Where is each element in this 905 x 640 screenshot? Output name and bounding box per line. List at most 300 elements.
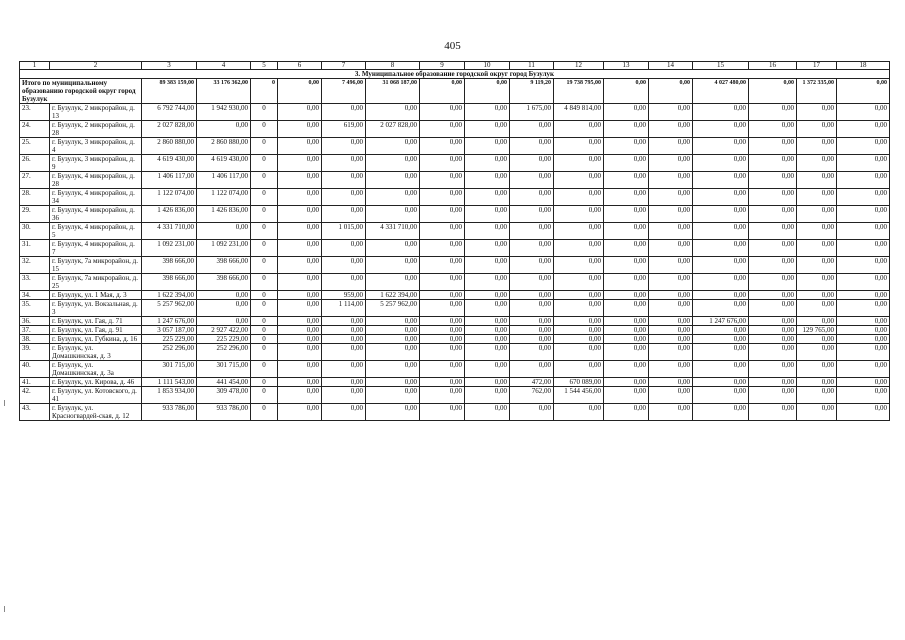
table-cell: 0,00: [604, 378, 649, 387]
housing-data-table: [19, 61, 890, 421]
table-cell: 0,00: [749, 223, 797, 240]
row-number: 27.: [20, 172, 50, 189]
table-cell: 0,00: [693, 257, 749, 274]
table-cell: 0,00: [322, 274, 366, 291]
section-header-row: [20, 70, 890, 79]
table-cell: 0,00: [420, 138, 465, 155]
table-cell: 0,00: [749, 104, 797, 121]
scan-mark: [4, 606, 5, 612]
table-cell: 0,00: [837, 317, 890, 326]
row-number: 32.: [20, 257, 50, 274]
address-cell: г. Бузулук, 3 микрорайон, д. 9: [50, 155, 142, 172]
table-cell: 933 786,00: [142, 404, 197, 421]
table-cell: 0,00: [649, 326, 693, 335]
table-cell: 0,00: [465, 240, 510, 257]
table-cell: 0: [251, 404, 278, 421]
table-cell: 0,00: [693, 300, 749, 317]
table-row: [20, 223, 890, 240]
table-cell: 670 089,00: [554, 378, 604, 387]
table-cell: 0,00: [420, 291, 465, 300]
table-cell: 0,00: [510, 240, 554, 257]
total-cell: 33 176 362,00: [197, 79, 251, 104]
table-cell: 472,00: [510, 378, 554, 387]
table-cell: 0,00: [693, 206, 749, 223]
table-cell: 0,00: [322, 155, 366, 172]
total-cell: 7 496,00: [322, 79, 366, 104]
table-cell: 0,00: [420, 155, 465, 172]
table-cell: 0,00: [465, 291, 510, 300]
table-cell: 0,00: [693, 189, 749, 206]
table-cell: 0,00: [797, 206, 837, 223]
table-cell: 301 715,00: [142, 361, 197, 378]
total-cell: 31 068 187,00: [366, 79, 420, 104]
table-cell: 0,00: [465, 121, 510, 138]
table-cell: 252 296,00: [197, 344, 251, 361]
table-cell: 0,00: [554, 172, 604, 189]
column-number: 7: [322, 62, 366, 70]
table-row: [20, 326, 890, 335]
table-cell: 0,00: [465, 257, 510, 274]
table-cell: 0,00: [837, 378, 890, 387]
table-cell: 0,00: [837, 240, 890, 257]
table-cell: 0,00: [837, 326, 890, 335]
table-cell: 129 765,00: [797, 326, 837, 335]
table-cell: 0: [251, 240, 278, 257]
table-cell: 0,00: [604, 361, 649, 378]
row-number: 24.: [20, 121, 50, 138]
table-cell: 0,00: [510, 344, 554, 361]
table-cell: 0,00: [510, 335, 554, 344]
total-row: [20, 79, 890, 104]
row-number: 33.: [20, 274, 50, 291]
table-cell: 0,00: [797, 335, 837, 344]
table-cell: 0,00: [649, 206, 693, 223]
table-cell: 0,00: [366, 189, 420, 206]
table-cell: 3 057 187,00: [142, 326, 197, 335]
table-row: [20, 189, 890, 206]
table-cell: 0,00: [278, 172, 322, 189]
table-cell: 0,00: [693, 138, 749, 155]
address-cell: г. Бузулук, 4 микрорайон, д. 5: [50, 223, 142, 240]
total-cell: 0,00: [837, 79, 890, 104]
table-cell: 0,00: [465, 387, 510, 404]
table-cell: 0,00: [465, 206, 510, 223]
table-cell: 0,00: [749, 378, 797, 387]
row-number: 29.: [20, 206, 50, 223]
table-cell: 0,00: [278, 326, 322, 335]
table-row: [20, 387, 890, 404]
table-cell: 0: [251, 138, 278, 155]
table-cell: 0,00: [649, 104, 693, 121]
table-cell: 0,00: [693, 240, 749, 257]
table-cell: 0,00: [322, 404, 366, 421]
table-cell: 0,00: [837, 138, 890, 155]
table-cell: 0,00: [366, 257, 420, 274]
table-cell: 0,00: [749, 121, 797, 138]
table-cell: 0,00: [322, 326, 366, 335]
table-cell: 0,00: [554, 344, 604, 361]
table-cell: 0,00: [366, 361, 420, 378]
table-cell: 0,00: [604, 344, 649, 361]
table-cell: 0,00: [322, 189, 366, 206]
table-cell: 0,00: [749, 138, 797, 155]
table-cell: 0,00: [797, 257, 837, 274]
table-cell: 0,00: [366, 378, 420, 387]
table-cell: 1 122 074,00: [142, 189, 197, 206]
table-cell: 0,00: [797, 240, 837, 257]
table-cell: 1 015,00: [322, 223, 366, 240]
table-cell: 0,00: [797, 300, 837, 317]
table-cell: 0: [251, 223, 278, 240]
table-cell: 0,00: [797, 189, 837, 206]
table-cell: 0,00: [837, 172, 890, 189]
table-cell: 0: [251, 104, 278, 121]
table-cell: 4 331 710,00: [142, 223, 197, 240]
table-cell: 398 666,00: [142, 257, 197, 274]
table-cell: 0,00: [693, 155, 749, 172]
table-cell: 0,00: [797, 291, 837, 300]
total-cell: 0,00: [749, 79, 797, 104]
table-row: [20, 317, 890, 326]
table-cell: 0,00: [322, 378, 366, 387]
table-row: [20, 104, 890, 121]
table-cell: 0,00: [604, 104, 649, 121]
table-cell: 0,00: [837, 387, 890, 404]
column-number: 8: [366, 62, 420, 70]
total-cell: 0,00: [278, 79, 322, 104]
table-cell: 0,00: [420, 361, 465, 378]
table-cell: 1 426 836,00: [142, 206, 197, 223]
table-cell: 0,00: [604, 274, 649, 291]
table-cell: 0,00: [604, 335, 649, 344]
table-cell: 0,00: [797, 274, 837, 291]
table-cell: 0,00: [322, 104, 366, 121]
table-cell: 0,00: [366, 335, 420, 344]
total-cell: 0,00: [649, 79, 693, 104]
table-cell: 0,00: [420, 121, 465, 138]
table-cell: 0,00: [749, 317, 797, 326]
table-cell: 0: [251, 274, 278, 291]
table-cell: 0,00: [749, 189, 797, 206]
table-cell: 0,00: [837, 121, 890, 138]
address-cell: г. Бузулук, 3 микрорайон, д. 4: [50, 138, 142, 155]
row-number: 38.: [20, 335, 50, 344]
table-cell: 0,00: [837, 104, 890, 121]
table-cell: 0,00: [649, 317, 693, 326]
table-cell: 0,00: [604, 240, 649, 257]
table-cell: 4 849 814,00: [554, 104, 604, 121]
table-cell: 0,00: [604, 206, 649, 223]
table-cell: 0: [251, 189, 278, 206]
table-cell: 0: [251, 155, 278, 172]
table-cell: 0: [251, 257, 278, 274]
table-cell: 0,00: [465, 344, 510, 361]
table-cell: 0,00: [510, 189, 554, 206]
table-cell: 0,00: [604, 257, 649, 274]
table-cell: 1 622 394,00: [366, 291, 420, 300]
table-cell: 0,00: [649, 240, 693, 257]
table-cell: 252 296,00: [142, 344, 197, 361]
table-cell: 0,00: [749, 257, 797, 274]
table-cell: 0,00: [278, 223, 322, 240]
table-cell: 0,00: [278, 121, 322, 138]
table-cell: 0,00: [554, 300, 604, 317]
table-cell: 0,00: [749, 240, 797, 257]
address-cell: г. Бузулук, ул. Кирова, д. 46: [50, 378, 142, 387]
table-cell: 0,00: [322, 335, 366, 344]
table-cell: 0,00: [510, 138, 554, 155]
table-cell: 0,00: [749, 335, 797, 344]
table-cell: 0,00: [465, 300, 510, 317]
table-cell: 0,00: [278, 206, 322, 223]
table-cell: 0,00: [749, 206, 797, 223]
column-number: 4: [197, 62, 251, 70]
table-cell: 0,00: [278, 344, 322, 361]
table-cell: 6 792 744,00: [142, 104, 197, 121]
table-cell: 1 622 394,00: [142, 291, 197, 300]
table-cell: 0: [251, 344, 278, 361]
table-cell: 0,00: [604, 291, 649, 300]
row-number: 26.: [20, 155, 50, 172]
table-cell: 225 229,00: [142, 335, 197, 344]
table-cell: 0,00: [749, 344, 797, 361]
table-cell: 0,00: [278, 104, 322, 121]
table-cell: 0,00: [604, 155, 649, 172]
table-cell: 1 114,00: [322, 300, 366, 317]
row-number: 36.: [20, 317, 50, 326]
table-cell: 5 257 962,00: [366, 300, 420, 317]
table-cell: 0,00: [649, 387, 693, 404]
table-cell: 0,00: [366, 104, 420, 121]
table-row: [20, 300, 890, 317]
row-number: 30.: [20, 223, 50, 240]
table-cell: 398 666,00: [197, 274, 251, 291]
table-cell: 0,00: [693, 387, 749, 404]
table-cell: 0,00: [465, 104, 510, 121]
table-cell: 0,00: [420, 335, 465, 344]
table-cell: 0,00: [278, 155, 322, 172]
table-cell: 0,00: [837, 291, 890, 300]
table-cell: 0,00: [322, 172, 366, 189]
table-cell: 0,00: [749, 326, 797, 335]
table-cell: 0,00: [837, 155, 890, 172]
table-cell: 0,00: [420, 404, 465, 421]
table-cell: 2 027 828,00: [366, 121, 420, 138]
address-cell: г. Бузулук, ул. Гая, д. 71: [50, 317, 142, 326]
total-cell: 0,00: [604, 79, 649, 104]
address-cell: г. Бузулук, ул. Домашкинская, д. 3: [50, 344, 142, 361]
table-cell: 2 027 828,00: [142, 121, 197, 138]
table-cell: 0,00: [797, 361, 837, 378]
address-cell: г. Бузулук, 4 микрорайон, д. 34: [50, 189, 142, 206]
table-cell: 0: [251, 335, 278, 344]
table-cell: 0,00: [322, 361, 366, 378]
total-cell: 89 383 159,00: [142, 79, 197, 104]
row-number: 43.: [20, 404, 50, 421]
total-cell: 0,00: [420, 79, 465, 104]
table-row: [20, 240, 890, 257]
table-cell: 0,00: [420, 189, 465, 206]
table-cell: 0,00: [837, 344, 890, 361]
table-cell: 0,00: [604, 189, 649, 206]
table-cell: 0,00: [749, 172, 797, 189]
table-cell: 0,00: [420, 317, 465, 326]
table-row: [20, 121, 890, 138]
table-cell: 0,00: [649, 189, 693, 206]
table-cell: 0,00: [366, 155, 420, 172]
table-cell: 0,00: [554, 240, 604, 257]
table-cell: 0,00: [554, 121, 604, 138]
table-cell: 0,00: [278, 335, 322, 344]
table-cell: 0: [251, 206, 278, 223]
table-cell: 0,00: [465, 274, 510, 291]
table-cell: 0,00: [420, 104, 465, 121]
table-cell: 0,00: [366, 326, 420, 335]
table-cell: 0,00: [749, 274, 797, 291]
table-cell: 0,00: [510, 404, 554, 421]
table-cell: 0,00: [465, 404, 510, 421]
table-cell: 0,00: [278, 404, 322, 421]
table-cell: 0,00: [693, 344, 749, 361]
table-cell: 0,00: [366, 404, 420, 421]
table-cell: 0,00: [604, 387, 649, 404]
table-cell: 0,00: [604, 300, 649, 317]
table-cell: 0,00: [554, 326, 604, 335]
table-cell: 0,00: [554, 317, 604, 326]
table-cell: 0: [251, 172, 278, 189]
column-number: 2: [50, 62, 142, 70]
row-number: 25.: [20, 138, 50, 155]
table-cell: 1 122 074,00: [197, 189, 251, 206]
table-cell: 0,00: [420, 223, 465, 240]
table-cell: 0,00: [604, 138, 649, 155]
address-cell: г. Бузулук, 2 микрорайон, д. 28: [50, 121, 142, 138]
column-number: 16: [749, 62, 797, 70]
table-cell: 0,00: [797, 387, 837, 404]
table-cell: 0,00: [278, 257, 322, 274]
table-cell: 0: [251, 300, 278, 317]
total-cell: 4 027 480,00: [693, 79, 749, 104]
table-cell: 0: [251, 326, 278, 335]
table-row: [20, 335, 890, 344]
table-cell: 0,00: [510, 172, 554, 189]
table-cell: 0,00: [554, 361, 604, 378]
table-cell: 0,00: [278, 387, 322, 404]
table-cell: 0,00: [604, 326, 649, 335]
table-cell: 0,00: [465, 317, 510, 326]
table-cell: 0,00: [465, 361, 510, 378]
table-cell: 0,00: [649, 344, 693, 361]
row-number: 39.: [20, 344, 50, 361]
table-cell: 0,00: [554, 206, 604, 223]
table-cell: 0,00: [420, 326, 465, 335]
table-cell: 0,00: [366, 317, 420, 326]
table-cell: 0,00: [649, 274, 693, 291]
row-number: 35.: [20, 300, 50, 317]
table-cell: 0,00: [749, 291, 797, 300]
table-cell: 0,00: [749, 361, 797, 378]
table-cell: 0,00: [649, 404, 693, 421]
table-row: [20, 155, 890, 172]
table-cell: 0,00: [649, 138, 693, 155]
table-cell: 0,00: [649, 300, 693, 317]
table-cell: 0,00: [420, 378, 465, 387]
table-cell: 0,00: [749, 155, 797, 172]
table-cell: 0,00: [837, 206, 890, 223]
table-cell: 0,00: [465, 223, 510, 240]
total-cell: 9 119,20: [510, 79, 554, 104]
table-cell: 0,00: [554, 274, 604, 291]
address-cell: г. Бузулук, ул. Губкина, д. 16: [50, 335, 142, 344]
table-cell: 1 942 930,00: [197, 104, 251, 121]
row-number: 28.: [20, 189, 50, 206]
table-cell: 0,00: [797, 317, 837, 326]
table-cell: 0,00: [322, 387, 366, 404]
table-cell: 0,00: [797, 404, 837, 421]
table-cell: 933 786,00: [197, 404, 251, 421]
total-cell: 0,00: [465, 79, 510, 104]
table-cell: 0,00: [510, 317, 554, 326]
table-cell: 0,00: [649, 155, 693, 172]
table-cell: 0,00: [420, 387, 465, 404]
table-cell: 0,00: [797, 223, 837, 240]
address-cell: г. Бузулук, 7а микрорайон, д. 25: [50, 274, 142, 291]
table-cell: 0,00: [510, 326, 554, 335]
page-number: 405: [444, 40, 461, 52]
table-cell: 0,00: [465, 335, 510, 344]
table-cell: 0,00: [797, 344, 837, 361]
table-cell: 0,00: [322, 206, 366, 223]
table-cell: 762,00: [510, 387, 554, 404]
table-cell: 0,00: [465, 189, 510, 206]
total-cell: 0: [251, 79, 278, 104]
table-cell: 1 092 231,00: [197, 240, 251, 257]
table-row: [20, 257, 890, 274]
scan-mark: [4, 400, 5, 406]
table-row: [20, 344, 890, 361]
table-cell: 959,00: [322, 291, 366, 300]
column-number: 9: [420, 62, 465, 70]
address-cell: г. Бузулук, ул. Гая, д. 91: [50, 326, 142, 335]
column-number: 14: [649, 62, 693, 70]
table-cell: 1 111 543,00: [142, 378, 197, 387]
table-cell: 0,00: [197, 317, 251, 326]
table-row: [20, 404, 890, 421]
table-cell: 0,00: [649, 378, 693, 387]
table-cell: 0,00: [366, 206, 420, 223]
table-cell: 0,00: [797, 172, 837, 189]
table-cell: 398 666,00: [142, 274, 197, 291]
table-cell: 1 406 117,00: [142, 172, 197, 189]
table-cell: 0,00: [797, 121, 837, 138]
table-cell: 619,00: [322, 121, 366, 138]
table-cell: 1 247 676,00: [693, 317, 749, 326]
column-number: 5: [251, 62, 278, 70]
table-cell: 0,00: [693, 361, 749, 378]
table-cell: 0,00: [554, 291, 604, 300]
table-cell: 1 853 934,00: [142, 387, 197, 404]
table-cell: 0,00: [554, 155, 604, 172]
table-cell: 0,00: [554, 138, 604, 155]
table-cell: 0,00: [465, 378, 510, 387]
table-cell: 0,00: [554, 335, 604, 344]
column-number: 13: [604, 62, 649, 70]
table-cell: 0: [251, 121, 278, 138]
table-cell: 0,00: [649, 257, 693, 274]
table-cell: 0,00: [693, 223, 749, 240]
table-cell: 0,00: [693, 104, 749, 121]
table-cell: 0,00: [510, 121, 554, 138]
